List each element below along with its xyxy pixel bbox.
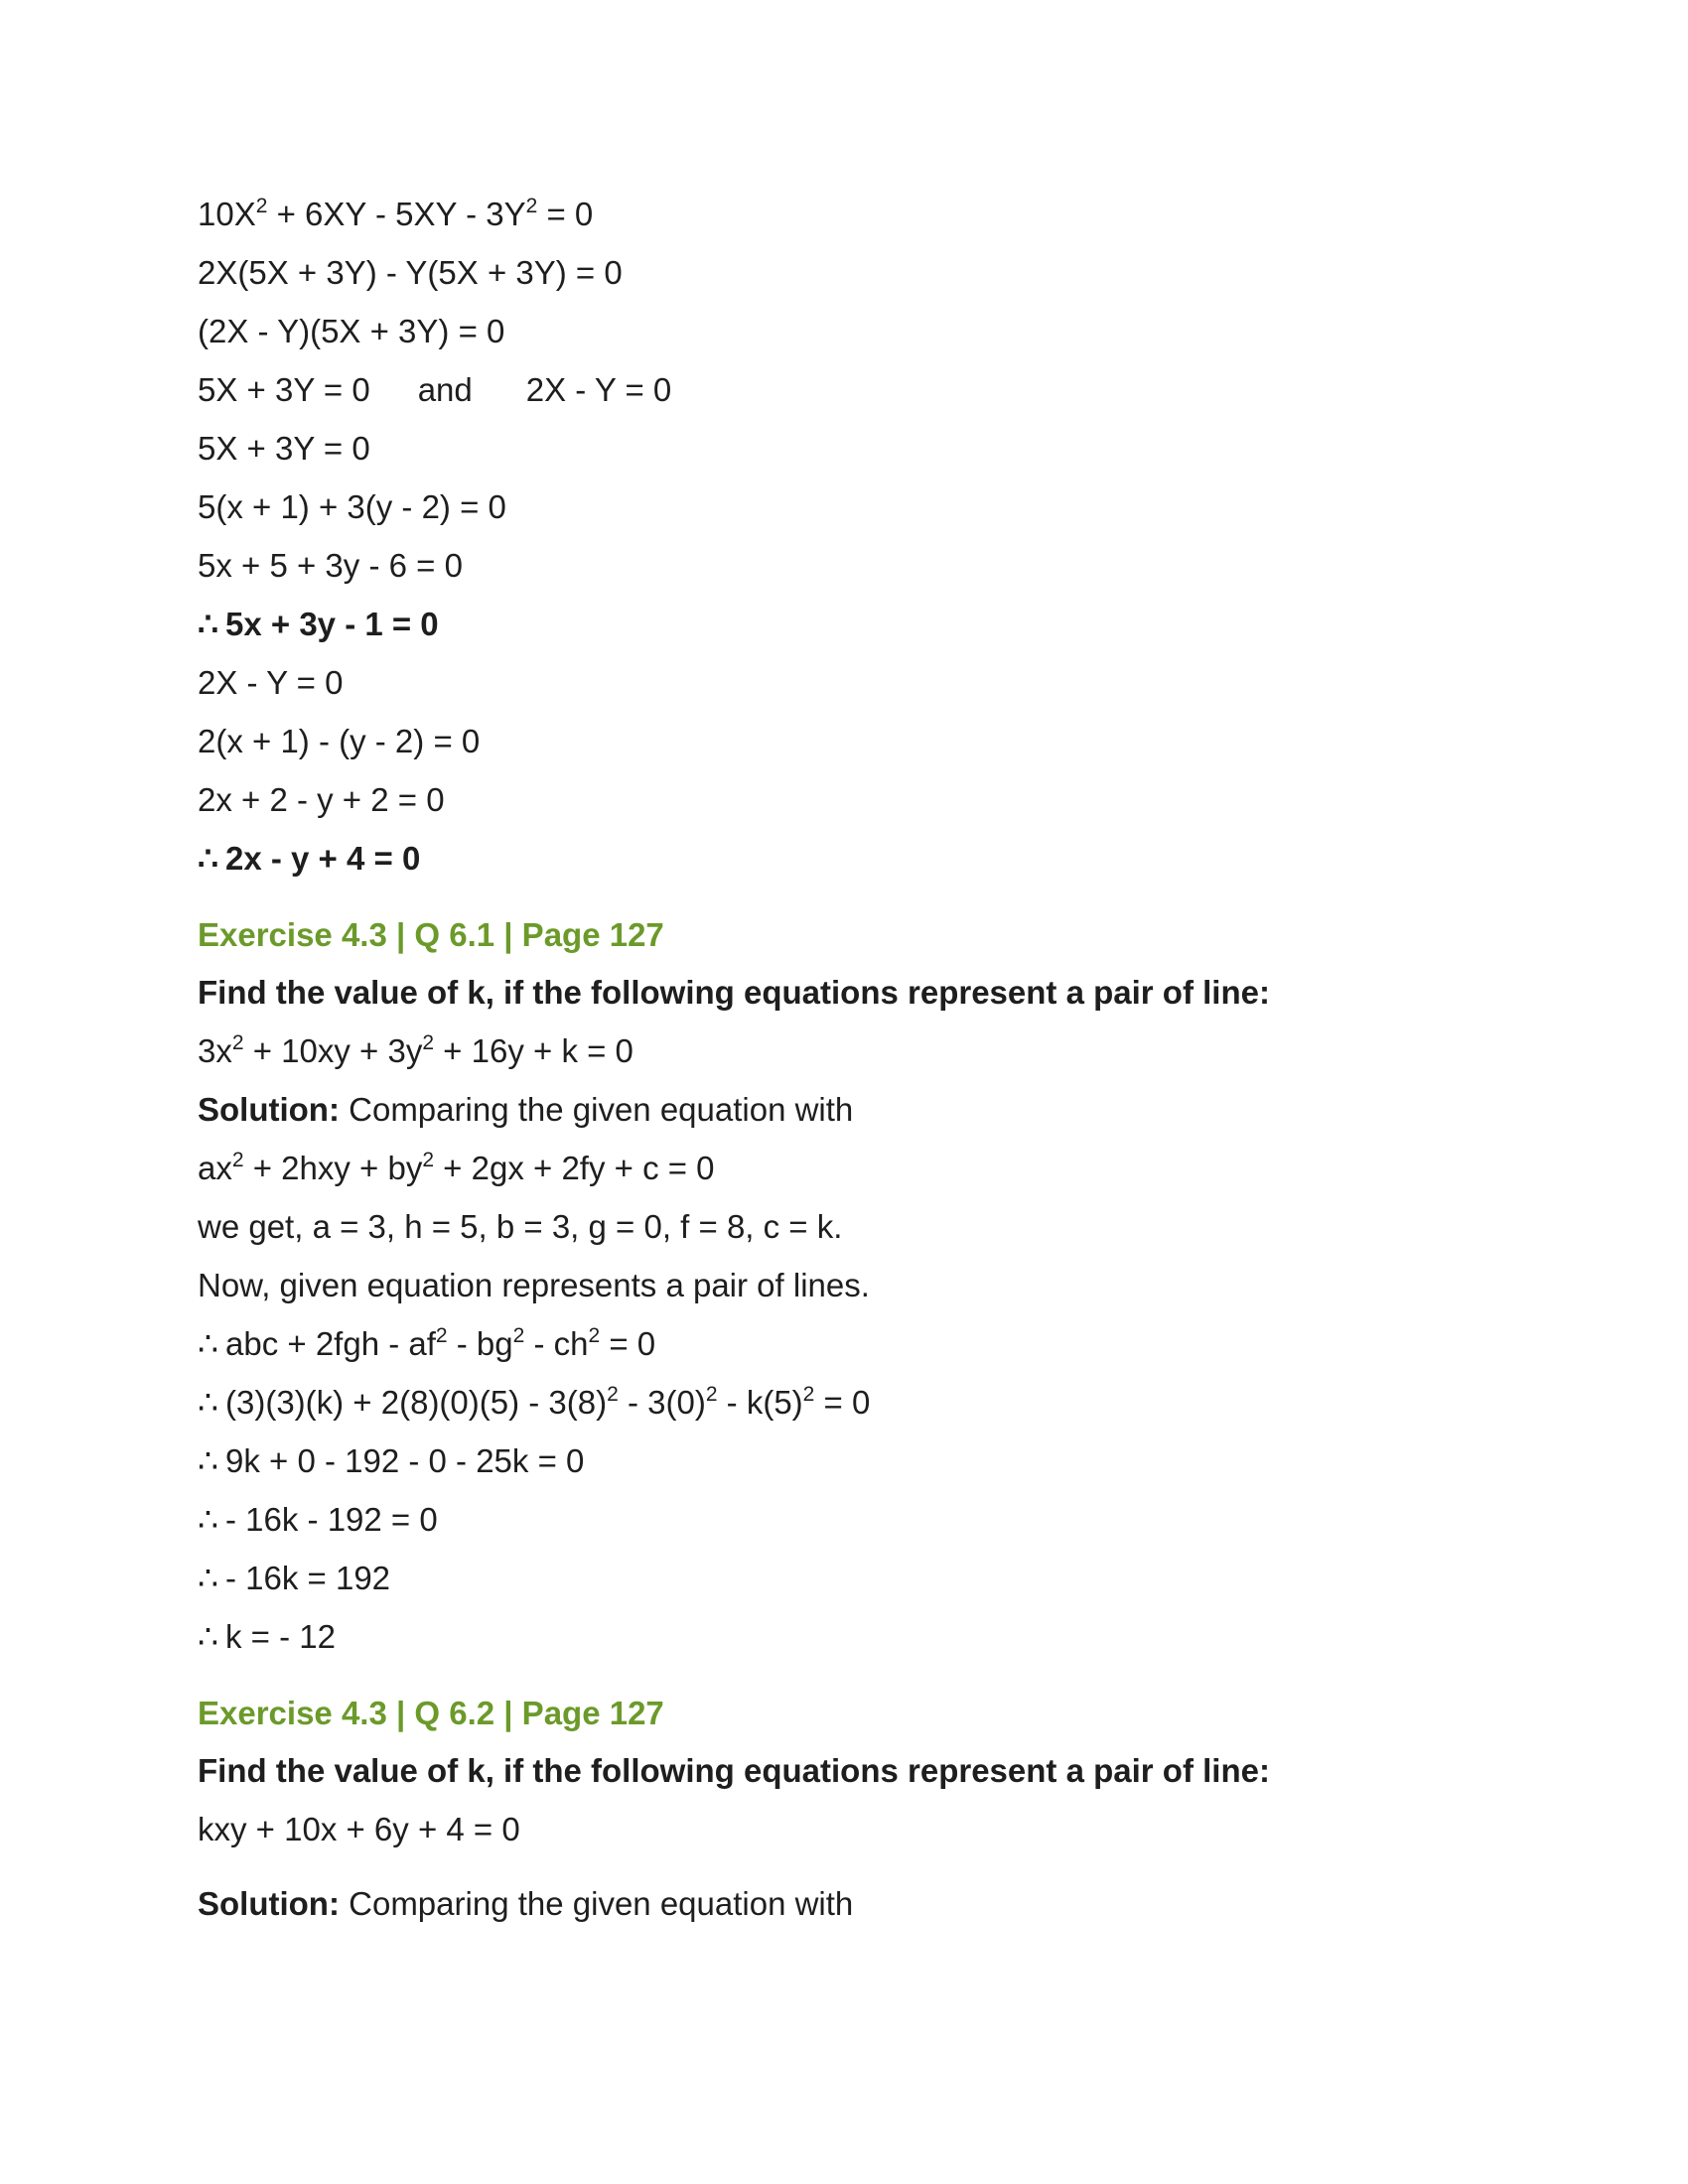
equation-text: = 0: [600, 1325, 656, 1362]
equation-line: 2X - Y = 0: [198, 664, 344, 701]
equation-text: - 3(0): [618, 1384, 706, 1421]
equation-line: (2X - Y)(5X + 3Y) = 0: [198, 313, 505, 349]
coefficients-line: we get, a = 3, h = 5, b = 3, g = 0, f = 8, c = k.: [198, 1208, 843, 1245]
equation-text: ax: [198, 1150, 232, 1186]
solution-text: Comparing the given equation with: [339, 1885, 854, 1922]
therefore-symbol: ∴: [198, 1384, 218, 1421]
given-equation: kxy + 10x + 6y + 4 = 0: [198, 1811, 520, 1847]
equation-text: + 2hxy + by: [243, 1150, 423, 1186]
superscript: 2: [802, 1383, 815, 1406]
general-equation: [198, 1149, 1508, 1207]
therefore-symbol: ∴: [198, 1560, 218, 1596]
equation-line: [198, 370, 1508, 429]
equation-line: 5X + 3Y = 0: [198, 430, 370, 467]
solution-intro: [198, 1884, 1508, 1943]
solution-label: Solution:: [198, 1885, 340, 1922]
solution-label: Solution:: [198, 1091, 340, 1128]
superscript: 2: [422, 1149, 435, 1171]
equation-text: - 16k - 192 = 0: [225, 1501, 438, 1538]
equation-text: + 6XY - 5XY - 3Y: [267, 196, 526, 232]
step-line: [198, 1617, 1508, 1676]
equation-text: = 0: [537, 196, 594, 232]
therefore-symbol: ∴: [198, 1442, 218, 1479]
solution-intro: [198, 1090, 1508, 1149]
equation-text: + 10xy + 3y: [243, 1032, 423, 1069]
equation-text: 5X + 3Y = 0: [198, 371, 370, 408]
superscript: 2: [512, 1324, 525, 1347]
equation-text: k = - 12: [225, 1618, 336, 1655]
superscript: 2: [422, 1031, 435, 1054]
superscript: 2: [231, 1149, 244, 1171]
equation-line: 5(x + 1) + 3(y - 2) = 0: [198, 488, 506, 525]
equation-text: 2X - Y = 0: [525, 371, 672, 408]
equation-line: 2X(5X + 3Y) - Y(5X + 3Y) = 0: [198, 254, 623, 291]
equation-text: - k(5): [717, 1384, 803, 1421]
superscript: 2: [255, 195, 268, 217]
step-line: [198, 1500, 1508, 1559]
result-line: [198, 605, 1508, 663]
superscript: 2: [435, 1324, 448, 1347]
statement-line: Now, given equation represents a pair of lines.: [198, 1267, 870, 1303]
solution-text: Comparing the given equation with: [339, 1091, 854, 1128]
document-page: [198, 195, 1508, 1943]
equation-text: = 0: [814, 1384, 871, 1421]
equation-line: [198, 195, 1508, 253]
equation-text: - bg: [447, 1325, 513, 1362]
question-text: Find the value of k, if the following equations represent a pair of line:: [198, 974, 1270, 1011]
condition-line: [198, 1324, 1508, 1383]
equation-line: 5x + 5 + 3y - 6 = 0: [198, 547, 463, 584]
therefore-symbol: ∴: [198, 1618, 218, 1655]
result-line: [198, 839, 1508, 897]
given-equation: [198, 1031, 1508, 1090]
equation-text: - 16k = 192: [225, 1560, 391, 1596]
step-line: [198, 1441, 1508, 1500]
therefore-symbol: ∴: [198, 1501, 218, 1538]
result-text: 5x + 3y - 1 = 0: [225, 606, 439, 642]
exercise-heading: Exercise 4.3 | Q 6.1 | Page 127: [198, 916, 664, 953]
superscript: 2: [607, 1383, 619, 1406]
exercise-heading: Exercise 4.3 | Q 6.2 | Page 127: [198, 1695, 664, 1731]
equation-line: 2(x + 1) - (y - 2) = 0: [198, 723, 481, 759]
superscript: 2: [588, 1324, 601, 1347]
equation-text: 10X: [198, 196, 256, 232]
equation-text: - ch: [524, 1325, 589, 1362]
substitution-line: [198, 1383, 1508, 1441]
equation-text: 3x: [198, 1032, 232, 1069]
therefore-symbol: ∴: [198, 606, 218, 642]
therefore-symbol: ∴: [198, 840, 218, 877]
equation-text: + 16y + k = 0: [434, 1032, 633, 1069]
step-line: [198, 1559, 1508, 1617]
equation-line: 2x + 2 - y + 2 = 0: [198, 781, 445, 818]
equation-text: 9k + 0 - 192 - 0 - 25k = 0: [225, 1442, 585, 1479]
superscript: 2: [231, 1031, 244, 1054]
superscript: 2: [525, 195, 538, 217]
equation-text: + 2gx + 2fy + c = 0: [434, 1150, 715, 1186]
equation-text: abc + 2fgh - af: [225, 1325, 436, 1362]
result-text: 2x - y + 4 = 0: [225, 840, 421, 877]
equation-text: (3)(3)(k) + 2(8)(0)(5) - 3(8): [225, 1384, 608, 1421]
question-text: Find the value of k, if the following equations represent a pair of line:: [198, 1752, 1270, 1789]
superscript: 2: [705, 1383, 718, 1406]
therefore-symbol: ∴: [198, 1325, 218, 1362]
conjunction-text: and: [417, 371, 473, 408]
